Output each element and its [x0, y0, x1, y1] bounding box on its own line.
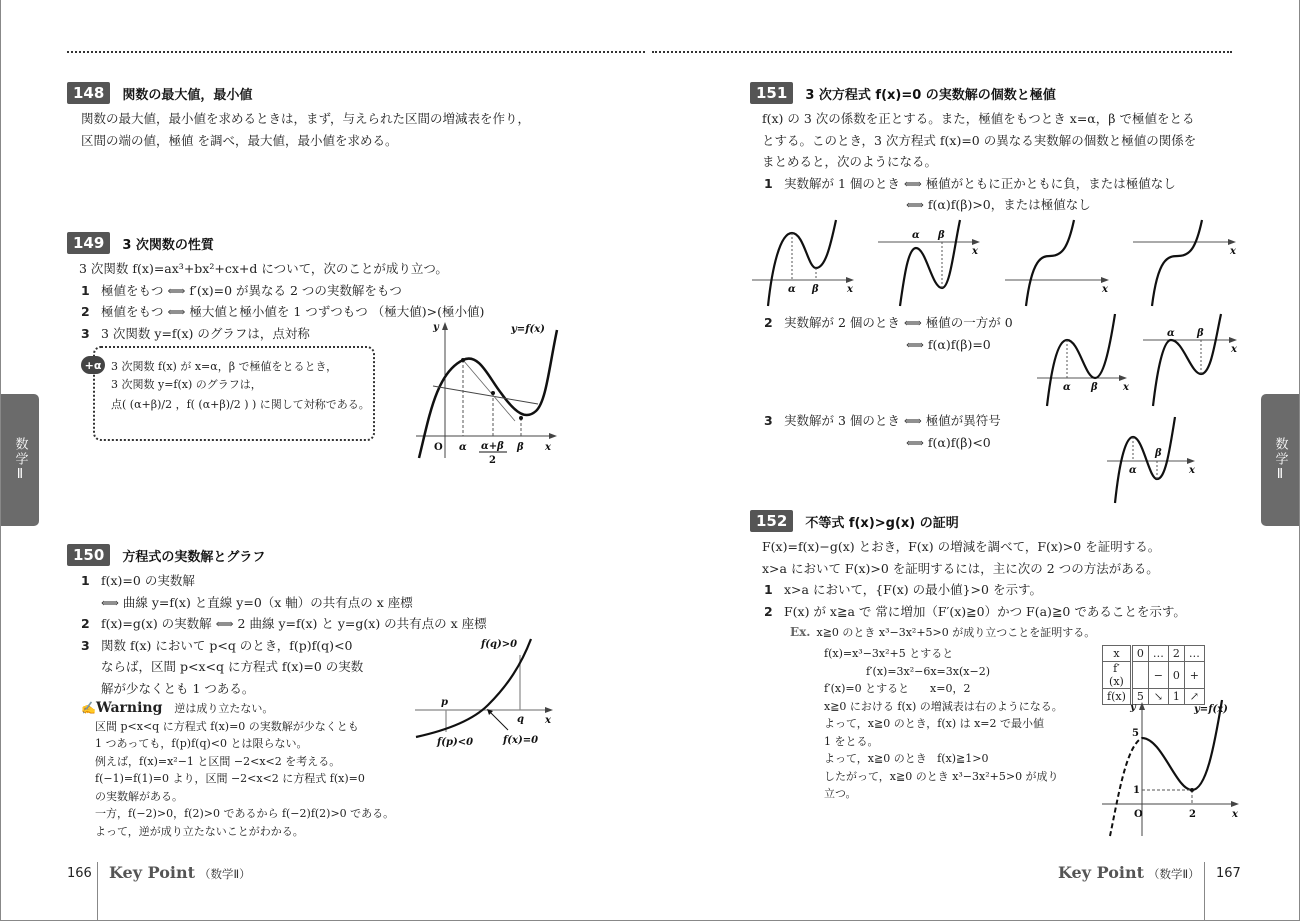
note-text: 3 次関数 f(x) が x=α，β で極値をとるとき， [111, 360, 338, 373]
table-row: f′(x) − 0 + [1103, 662, 1205, 689]
top-dotted-rule [652, 51, 1232, 53]
footer-divider [97, 862, 98, 921]
body-text: F(x)=f(x)−g(x) とおき，F(x) の増減を調べて，F(x)>0 を証明する。 [762, 539, 1161, 554]
x-label: x [545, 715, 551, 726]
svg-text:β: β [1197, 328, 1204, 339]
list-item-cont: 解が少なくとも 1 つある。 [101, 680, 255, 696]
svg-text:β: β [812, 284, 819, 295]
section-title: 関数の最大値，最小値 [122, 87, 253, 103]
section-148 [67, 82, 530, 151]
side-tab-right: 数学Ⅱ [1261, 394, 1299, 526]
intro-text: まとめると，次のようになる。 [762, 154, 938, 169]
table-row: f(x) 5 ↘ 1 ↗ [1103, 689, 1205, 705]
svg-text:x: x [1231, 344, 1237, 355]
section-number-badge: 149 [67, 232, 110, 254]
section-number-badge: 150 [67, 544, 110, 566]
warning-text: 区間 p<x<q に方程式 f(x)=0 の実数解が少なくとも [95, 719, 359, 733]
increase-decrease-table [1102, 645, 1205, 705]
case-3: 3 実数解が 3 個のとき ⟺ 極値が異符号 ⟺ f(α)f(β)<0 [764, 413, 1001, 450]
svg-text:α: α [788, 284, 796, 295]
curve-label: y=f(x) [511, 324, 545, 335]
example-text: よって，x≧0 のとき，f(x) は x=2 で最小値 [824, 717, 1045, 730]
warning-text: 例えば，f(x)=x²−1 と区間 −2<x<2 を考える。 [95, 754, 341, 768]
intro-text: 3 次関数 f(x)=ax³+bx²+cx+d について，次のことが成り立つ。 [79, 261, 448, 276]
footer-brand: Key Point （数学Ⅱ） [1058, 863, 1200, 882]
section-title: 不等式 f(x)>g(x) の証明 [805, 515, 959, 531]
fx-label: f(x)=0 [503, 735, 539, 746]
list-item: 3 3 次関数 y=f(x) のグラフは，点対称 [81, 325, 310, 341]
list-item: 3 関数 f(x) において p<q のとき，f(p)f(q)<0 [81, 637, 353, 653]
svg-text:β: β [938, 230, 945, 241]
example-text: したがって，x≧0 のとき x³−3x²+5>0 が成り [824, 769, 1059, 783]
section-number-badge: 148 [67, 82, 110, 104]
side-tab-left: 数学Ⅱ [1, 394, 39, 526]
body-text: x>a において F(x)>0 を証明するには，主に次の 2 つの方法がある。 [762, 560, 1159, 576]
case1-graph-d [1133, 220, 1237, 306]
plus-alpha-note-box [84, 346, 375, 441]
case-2: 2 実数解が 2 個のとき ⟺ 極値の一方が 0 ⟺ f(α)f(β)=0 [764, 315, 1013, 352]
case1-graphs [750, 218, 1250, 308]
note-text: 点( (α+β)/2 ，f( (α+β)/2 ) ) に関して対称である。 [111, 398, 370, 411]
svg-text:x: x [1232, 809, 1238, 820]
case-item: 1 実数解が 1 個のとき ⟺ 極値がともに正かともに負，または極値なし [764, 175, 1176, 191]
case1-graph-b [878, 220, 980, 306]
fp-label: f(p)<0 [437, 737, 474, 748]
svg-text:x: x [1230, 246, 1236, 257]
origin-label: O [434, 442, 443, 453]
section-151 [750, 82, 1196, 216]
table-row: x 0 … 2 … [1103, 646, 1205, 662]
svg-text:x: x [1123, 382, 1129, 393]
x-axis-label: x [545, 442, 551, 453]
svg-text:β: β [1091, 382, 1098, 393]
body-text: 区間の端の値，極値 を調べ，最大値，最小値を求める。 [81, 132, 398, 148]
list-item: 1 f(x)=0 の実数解 [81, 573, 195, 588]
list-item: 1 極値をもつ ⟺ f′(x)=0 が異なる 2 つの実数解をもつ [81, 282, 402, 298]
tick-midpoint-num: α+β [481, 441, 504, 452]
warning-text: 一方，f(−2)>0，f(2)>0 であるから f(−2)f(2)>0 である。 [95, 807, 395, 820]
example-text: 立つ。 [824, 787, 857, 800]
list-item: 2 F(x) が x≧a で 常に増加（F′(x)≧0）かつ F(a)≧0 であることを示す。 [764, 603, 1186, 619]
note-text: 3 次関数 y=f(x) のグラフは， [111, 377, 262, 391]
plus-alpha-icon: +α [81, 356, 105, 374]
svg-text:5: 5 [1132, 728, 1139, 739]
svg-text:2: 2 [1189, 809, 1196, 820]
example-text: 1 をとる。 [824, 734, 879, 748]
tick-midpoint-den: 2 [489, 455, 496, 466]
svg-text:1: 1 [1133, 785, 1140, 796]
example-text: f(x)=x³−3x²+5 とすると [824, 647, 954, 660]
cubic-symmetry-graph [411, 318, 561, 466]
list-item-cont: ならば，区間 p<x<q に方程式 f(x)=0 の実数 [101, 659, 364, 674]
intro-text: f(x) の 3 次の係数を正とする。また，極値をもつとき x=α，β で極値をとる [762, 111, 1195, 126]
right-page [650, 0, 1300, 921]
case3-graph [1105, 415, 1205, 503]
svg-text:x: x [847, 284, 853, 295]
tick-beta: β [517, 442, 524, 453]
case1-graph-a [752, 220, 854, 306]
footer-right [650, 858, 1300, 921]
svg-text:x: x [1102, 284, 1108, 295]
warning-text: f(−1)=f(1)=0 より，区間 −2<x<2 に方程式 f(x)=0 [95, 772, 365, 785]
case1-graph-c [1005, 220, 1109, 306]
body-text: 関数の最大値，最小値を求めるときは，まず，与えられた区間の増減表を作り， [81, 111, 531, 126]
list-item: 2 f(x)=g(x) の実数解 ⟺ 2 曲線 y=f(x) と y=g(x) の共有点の x 座標 [81, 616, 487, 631]
section-title: 3 次方程式 f(x)=0 の実数解の個数と極値 [805, 87, 1056, 103]
fq-label: f(q)>0 [481, 639, 518, 650]
warning-text: よって，逆が成り立たないことがわかる。 [95, 824, 304, 838]
case2-graphs [1035, 312, 1255, 407]
warning-text: の実数解がある。 [95, 789, 183, 803]
warning-pencil-icon: ✍ [81, 701, 96, 715]
section-number-badge: 152 [750, 510, 793, 532]
list-item: 1 x>a において，{F(x) の最小値}>0 を示す。 [764, 582, 1042, 597]
page-number: 167 [1216, 866, 1241, 881]
section-number-badge: 151 [750, 82, 793, 104]
list-item-cont: ⟺ 曲線 y=f(x) と直線 y=0（x 軸）の共有点の x 座標 [101, 594, 413, 610]
section-title: 3 次関数の性質 [122, 237, 214, 253]
tick-alpha: α [459, 442, 467, 453]
example-text: f′(x)=0 とすると x=0，2 [824, 682, 971, 695]
svg-text:y: y [1130, 702, 1136, 713]
footer-divider [1204, 862, 1205, 921]
warning-heading: ✍Warning 逆は成り立たない。 [81, 700, 274, 716]
svg-text:O: O [1134, 809, 1143, 820]
example-text: x≧0 における f(x) の増減表は右のようになる。 [824, 699, 1063, 713]
list-item: 2 極値をもつ ⟺ 極大値と極小値を 1 つずつもつ （極大値)>(極小値) [81, 304, 485, 319]
p-label: p [441, 697, 448, 708]
example-graph [1100, 698, 1245, 838]
intro-text: とする。このとき，3 次方程式 f(x)=0 の異なる実数解の個数と極値の関係を [762, 132, 1197, 148]
section-title: 方程式の実数解とグラフ [122, 549, 266, 565]
footer-left [1, 858, 651, 921]
example-heading: Ex. x≧0 のとき x³−3x²+5>0 が成り立つことを証明する。 [790, 625, 1096, 639]
warning-text: 1 つあっても，f(p)f(q)<0 とは限らない。 [95, 737, 308, 750]
footer-brand: Key Point （数学Ⅱ） [109, 863, 251, 882]
example-text: よって，x≧0 のとき f(x)≧1>0 [824, 752, 989, 765]
page-number: 166 [67, 866, 92, 881]
intermediate-value-graph [413, 635, 558, 750]
svg-text:x: x [1189, 465, 1195, 476]
svg-text:α: α [1063, 382, 1071, 393]
example-text: f′(x)=3x²−6x=3x(x−2) [824, 664, 990, 678]
svg-text:α: α [1167, 328, 1175, 339]
q-label: q [517, 714, 524, 725]
case-item-cont: ⟺ f(α)f(β)>0，または極値なし [906, 197, 1091, 212]
svg-text:α: α [912, 230, 920, 241]
svg-text:α: α [1129, 465, 1137, 476]
svg-text:y=f(x): y=f(x) [1194, 704, 1228, 715]
y-axis-label: y [433, 322, 439, 333]
top-dotted-rule [67, 51, 645, 53]
svg-text:x: x [972, 246, 978, 257]
svg-text:β: β [1155, 448, 1162, 459]
